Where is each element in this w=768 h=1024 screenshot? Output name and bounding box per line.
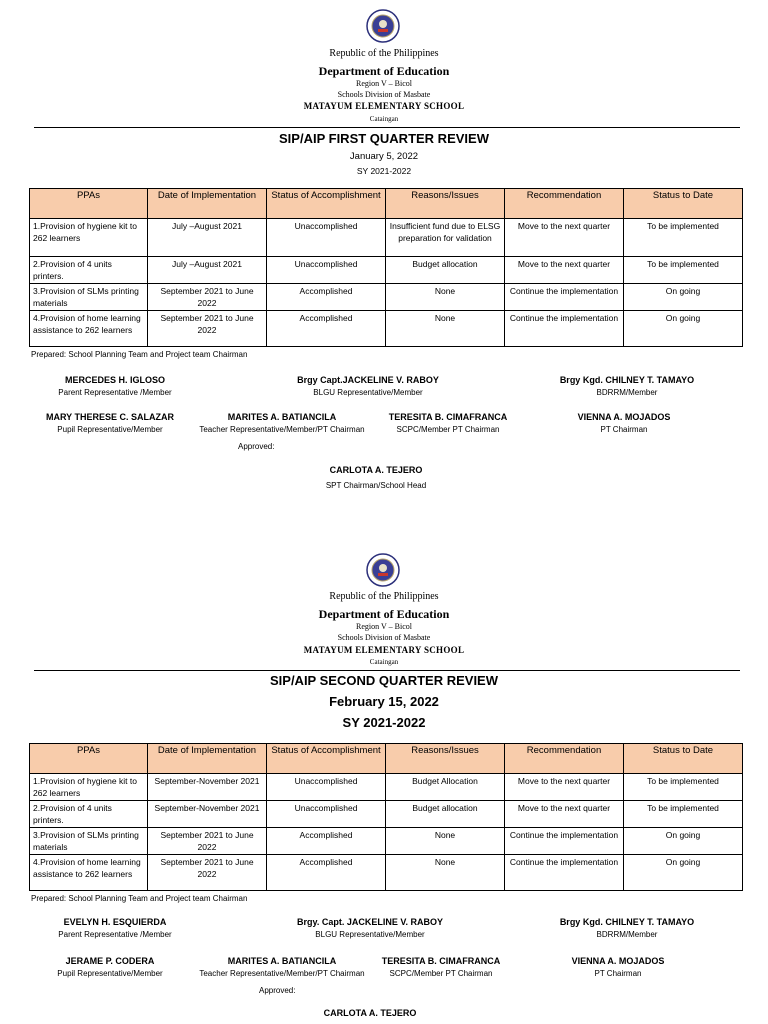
col-header-status: Status of Accomplishment	[267, 189, 386, 219]
signatory-name: MARITES A. BATIANCILA	[227, 956, 337, 966]
cell-status: Unaccomplished	[267, 774, 386, 801]
q1-title: SIP/AIP FIRST QUARTER REVIEW	[279, 131, 489, 146]
signatory-role: SCPC/Member PT Chairman	[396, 425, 500, 434]
cell-date: July –August 2021	[148, 257, 267, 284]
cell-recommendation: Continue the implementation	[505, 284, 624, 311]
cell-status-to-date: On going	[624, 311, 743, 347]
republic-line: Republic of the Philippines	[329, 591, 439, 602]
signatory-role: PT Chairman	[600, 425, 648, 434]
table-row	[30, 257, 743, 284]
signatory-pupil-rep	[10, 412, 210, 434]
cell-ppa: 1.Provision of hygiene kit to 262 learners	[30, 219, 148, 257]
signatory-role: Pupil Representative/Member	[57, 425, 163, 434]
school-line: MATAYUM ELEMENTARY SCHOOL	[303, 645, 465, 655]
cell-status-to-date: On going	[624, 855, 743, 891]
town-line: Cataingan	[369, 658, 399, 666]
header-rule	[34, 670, 740, 671]
cell-recommendation: Move to the next quarter	[505, 774, 624, 801]
cell-status: Unaccomplished	[267, 801, 386, 828]
cell-ppa: 2.Provision of 4 units printers.	[30, 257, 148, 284]
col-header-recommendation: Recommendation	[505, 744, 624, 774]
cell-recommendation: Move to the next quarter	[505, 801, 624, 828]
cell-status-to-date: To be implemented	[624, 774, 743, 801]
cell-reason: None	[386, 855, 505, 891]
signatory-role: Parent Representative /Member	[58, 930, 172, 939]
signatory-scpc	[341, 956, 541, 978]
signatory-name: EVELYN H. ESQUIERDA	[63, 917, 167, 927]
col-header-ppas: PPAs	[30, 744, 148, 774]
signatory-role: BDRRM/Member	[596, 388, 658, 397]
signatory-parent-rep	[15, 375, 215, 397]
signatory-name: MARY THERESE C. SALAZAR	[45, 412, 174, 422]
cell-recommendation: Move to the next quarter	[505, 219, 624, 257]
table-row	[30, 284, 743, 311]
signatory-school-head	[270, 1008, 470, 1018]
signatory-role: Teacher Representative/Member/PT Chairman	[199, 969, 365, 978]
signatory-name: TERESITA B. CIMAFRANCA	[381, 956, 501, 966]
header-rule	[34, 127, 740, 128]
signatory-name: Brgy Kgd. CHILNEY T. TAMAYO	[559, 375, 695, 385]
table-header-row	[30, 189, 743, 219]
signatory-name: Brgy Kgd. CHILNEY T. TAMAYO	[559, 917, 695, 927]
q2-prepared-note: Prepared: School Planning Team and Project team Chairman	[31, 894, 248, 903]
col-header-status: Status of Accomplishment	[267, 744, 386, 774]
cell-date: September-November 2021	[148, 774, 267, 801]
q1-date: January 5, 2022	[349, 151, 419, 162]
cell-status-to-date: On going	[624, 828, 743, 855]
signatory-blgu-rep	[270, 917, 470, 939]
cell-recommendation: Continue the implementation	[505, 828, 624, 855]
table-row	[30, 855, 743, 891]
signatory-school-head	[276, 465, 476, 490]
cell-ppa: 2.Provision of 4 units printers.	[30, 801, 148, 828]
cell-recommendation: Continue the implementation	[505, 311, 624, 347]
signatory-scpc	[348, 412, 548, 434]
col-header-reasons: Reasons/Issues	[386, 189, 505, 219]
col-header-reasons: Reasons/Issues	[386, 744, 505, 774]
region-line: Region V – Bicol	[356, 622, 412, 631]
cell-status: Unaccomplished	[267, 219, 386, 257]
signatory-blgu-rep	[268, 375, 468, 397]
cell-date: September 2021 to June 2022	[148, 828, 267, 855]
cell-recommendation: Continue the implementation	[505, 855, 624, 891]
cell-reason: Budget allocation	[386, 801, 505, 828]
cell-status-to-date: To be implemented	[624, 801, 743, 828]
signatory-pt-chairman	[524, 412, 724, 434]
table-row	[30, 774, 743, 801]
signatory-role: Parent Representative /Member	[58, 388, 172, 397]
table-header-row	[30, 744, 743, 774]
signatory-role: BDRRM/Member	[596, 930, 658, 939]
deped-seal-icon	[366, 553, 400, 587]
col-header-recommendation: Recommendation	[505, 189, 624, 219]
signatory-name: Brgy Capt.JACKELINE V. RABOY	[297, 375, 439, 385]
department-line: Department of Education	[318, 64, 450, 78]
republic-line: Republic of the Philippines	[329, 48, 439, 59]
signatory-name: VIENNA A. MOJADOS	[577, 412, 671, 422]
table-row	[30, 219, 743, 257]
signatory-role: Pupil Representative/Member	[57, 969, 163, 978]
q1-approved-label: Approved:	[238, 442, 275, 451]
col-header-date: Date of Implementation	[148, 189, 267, 219]
q2-approved-label: Approved:	[259, 986, 296, 995]
school-line: MATAYUM ELEMENTARY SCHOOL	[303, 101, 465, 111]
signatory-pupil-rep	[10, 956, 210, 978]
signatory-bdrrm	[527, 375, 727, 397]
department-line: Department of Education	[318, 607, 450, 621]
signatory-role: BLGU Representative/Member	[315, 930, 425, 939]
q2-sy: SY 2021-2022	[342, 715, 426, 730]
signatory-name: CARLOTA A. TEJERO	[329, 465, 423, 475]
cell-status: Unaccomplished	[267, 257, 386, 284]
cell-status: Accomplished	[267, 311, 386, 347]
cell-reason: Insufficient fund due to ELSG preparation for validation	[386, 219, 505, 257]
table-row	[30, 311, 743, 347]
deped-seal-icon	[366, 9, 400, 43]
cell-recommendation: Move to the next quarter	[505, 257, 624, 284]
cell-date: September-November 2021	[148, 801, 267, 828]
signatory-role: PT Chairman	[594, 969, 642, 978]
cell-status: Accomplished	[267, 828, 386, 855]
signatory-name: JERAME P. CODERA	[65, 956, 155, 966]
signatory-parent-rep	[15, 917, 215, 939]
signatory-name: CARLOTA A. TEJERO	[323, 1008, 417, 1018]
cell-ppa: 3.Provision of SLMs printing materials	[30, 828, 148, 855]
signatory-name: VIENNA A. MOJADOS	[571, 956, 665, 966]
q2-review-table	[29, 743, 743, 891]
q1-sy: SY 2021-2022	[356, 166, 412, 176]
col-header-ppas: PPAs	[30, 189, 148, 219]
table-row	[30, 801, 743, 828]
signatory-role: SCPC/Member PT Chairman	[389, 969, 493, 978]
division-line: Schools Division of Masbate	[337, 90, 431, 99]
signatory-name: MERCEDES H. IGLOSO	[64, 375, 165, 385]
cell-status: Accomplished	[267, 855, 386, 891]
cell-status-to-date: To be implemented	[624, 257, 743, 284]
cell-reason: Budget Allocation	[386, 774, 505, 801]
cell-date: September 2021 to June 2022	[148, 855, 267, 891]
q1-review-table	[29, 188, 743, 347]
signatory-role: BLGU Representative/Member	[313, 388, 423, 397]
region-line: Region V – Bicol	[356, 79, 412, 88]
cell-date: July –August 2021	[148, 219, 267, 257]
cell-ppa: 4.Provision of home learning assistance to 262 learners	[30, 855, 148, 891]
col-header-date: Date of Implementation	[148, 744, 267, 774]
town-line: Cataingan	[369, 115, 399, 123]
cell-status-to-date: On going	[624, 284, 743, 311]
cell-status: Accomplished	[267, 284, 386, 311]
signatory-name: MARITES A. BATIANCILA	[227, 412, 337, 422]
signatory-pt-chairman	[518, 956, 718, 978]
cell-ppa: 4.Provision of home learning assistance to 262 learners	[30, 311, 148, 347]
cell-reason: None	[386, 284, 505, 311]
cell-reason: Budget allocation	[386, 257, 505, 284]
signatory-name: Brgy. Capt. JACKELINE V. RABOY	[296, 917, 444, 927]
cell-date: September 2021 to June 2022	[148, 311, 267, 347]
table-row	[30, 828, 743, 855]
cell-reason: None	[386, 828, 505, 855]
q2-date: February 15, 2022	[329, 694, 439, 709]
cell-date: September 2021 to June 2022	[148, 284, 267, 311]
cell-status-to-date: To be implemented	[624, 219, 743, 257]
signatory-role: Teacher Representative/Member/PT Chairman	[199, 425, 365, 434]
signatory-role: SPT Chairman/School Head	[325, 481, 427, 490]
col-header-status-to-date: Status to Date	[624, 189, 743, 219]
signatory-bdrrm	[527, 917, 727, 939]
col-header-status-to-date: Status to Date	[624, 744, 743, 774]
cell-ppa: 1.Provision of hygiene kit to 262 learners	[30, 774, 148, 801]
cell-reason: None	[386, 311, 505, 347]
division-line: Schools Division of Masbate	[337, 633, 431, 642]
q2-title: SIP/AIP SECOND QUARTER REVIEW	[269, 673, 498, 688]
signatory-name: TERESITA B. CIMAFRANCA	[388, 412, 508, 422]
cell-ppa: 3.Provision of SLMs printing materials	[30, 284, 148, 311]
q1-prepared-note: Prepared: School Planning Team and Project team Chairman	[31, 350, 248, 359]
